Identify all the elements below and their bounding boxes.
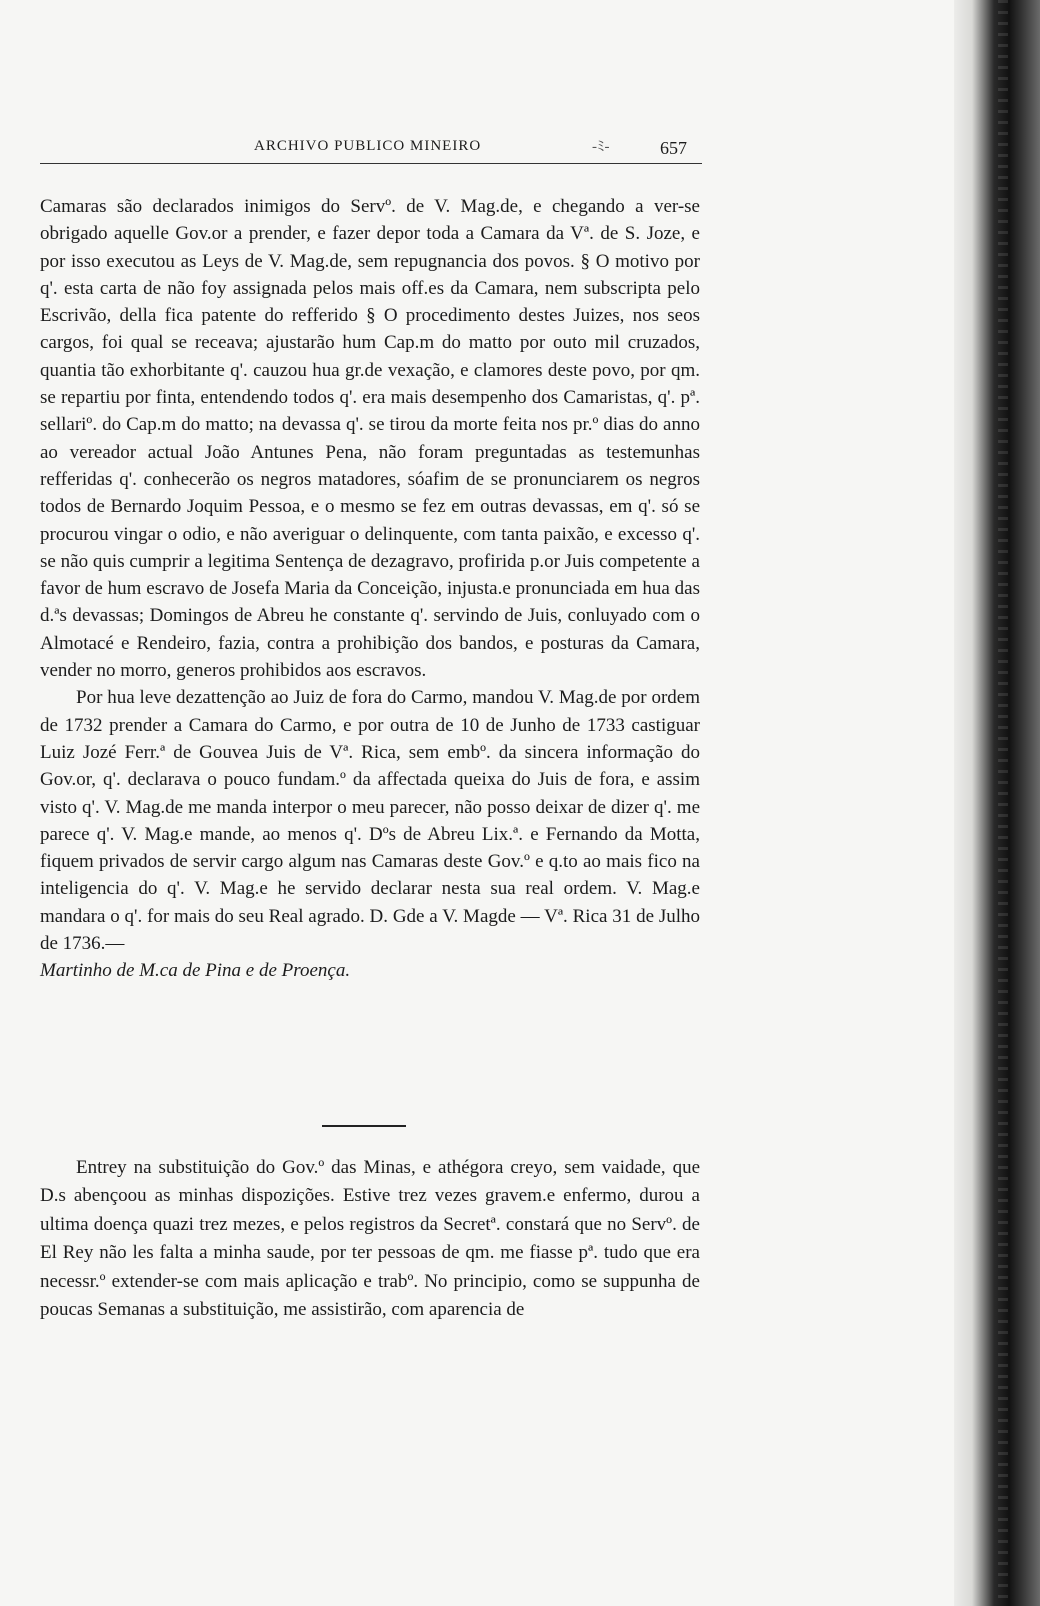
signature: Martinho de M.ca de Pina e de Proença. <box>40 960 351 982</box>
header-rule <box>40 163 702 164</box>
section-separator <box>322 1125 406 1127</box>
page-header <box>40 138 702 164</box>
paragraph: Camaras são declarados inimigos do Servº. de V. Mag.de, e chegando a ver-se obrigado aquelle Gov.or a prender, e fazer depor toda a Camara da Vª. de S. Joze, e por isso executou as Leys de V. Mag.de, sem repugnancia dos povos. § O motivo por q'. esta carta de não foy assignada pelos mais off.es da Camara, nem subscripta pelo Escrivão, della fica patente do refferido § O procedimento destes Juizes, nos seos cargos, foi qual se receava; ajustarão hum Cap.m do matto por outo mil cruzados, quantia tão exhorbitante q'. cauzou hua gr.de vexação, e clamores deste povo, por qm. se repartiu por finta, entendendo todos q'. era mais desempenho dos Camaristas, q'. pª. sellariº. do Cap.m do matto; na devassa q'. se tirou da morte feita nos pr.º dias do anno ao vereador actual João Antunes Pena, não foram preguntadas as testemunhas refferidas q'. conhecerão os negros matadores, sóafim de se pronunciarem os negros todos de Bernardo Joquim Pessoa, e o mesmo se fez em outras devassas, em q'. só se procurou vingar o odio, e não averiguar o delinquente, com tanta paixão, e excesso q'. se não quis cumprir a legitima Sentença de dezagravo, profirida p.or Juis competente a favor de hum escravo de Josefa Maria da Conceição, injusta.e pronunciada em hua das d.ªs devassas; Domingos de Abreu he constante q'. servindo de Juis, conluyado com o Almotacé e Rendeiro, fazia, contra a prohibição dos bandos, e posturas da Camara, vender no morro, generos prohibidos aos escravos. <box>40 196 700 682</box>
document-body <box>40 193 700 985</box>
header-ornament: -ﾐ- <box>592 139 610 155</box>
paragraph <box>40 684 700 984</box>
paragraph-text: Por hua leve dezattenção ao Juiz de fora do Carmo, mandou V. Mag.de por ordem de 1732 prender a Camara do Carmo, e por outra de 10 de Junho de 1733 castiguar Luiz Jozé Ferr.ª de Gouvea Juis de Vª. Rica, sem embº. da sincera informação do Gov.or, q'. declarava o pouco fundam.º da affectada queixa do Juis de fora, e assim visto q'. V. Mag.de me manda interpor o meu parecer, não posso deixar de dizer q'. me parece q'. V. Mag.e mande, ao menos q'. Dºs de Abreu Lix.ª. e Fernando da Motta, fiquem privados de servir cargo algum nas Camaras deste Gov.º e q.to ao mais fico na inteligencia do q'. V. Mag.e he servido declarar nesta sua real ordem. V. Mag.e mandara o q'. for mais do seu Real agrado. D. Gde a V. Magde — Vª. Rica 31 de Julho de 1736.— <box>40 687 700 955</box>
page-edge-shadow <box>954 0 1040 1606</box>
paragraph: Entrey na substituição do Gov.º das Minas, e athégora creyo, sem vaidade, que D.s abençoou as minhas dispozições. Estive trez vezes gravem.e enfermo, durou a ultima doença quazi trez mezes, e pelos registros da Secretª. constará que no Servº. de El Rey não les falta a minha saude, por ter pessoas de qm. me fiasse pª. tudo que era necessr.º extender-se com mais aplicação e trabº. No principio, como se suppunha de poucas Semanas a substituição, me assistirão, com aparencia de <box>40 1157 700 1321</box>
page-number: 657 <box>660 138 687 158</box>
running-title: ARCHIVO PUBLICO MINEIRO <box>254 138 482 154</box>
document-body-continued <box>40 1154 700 1324</box>
